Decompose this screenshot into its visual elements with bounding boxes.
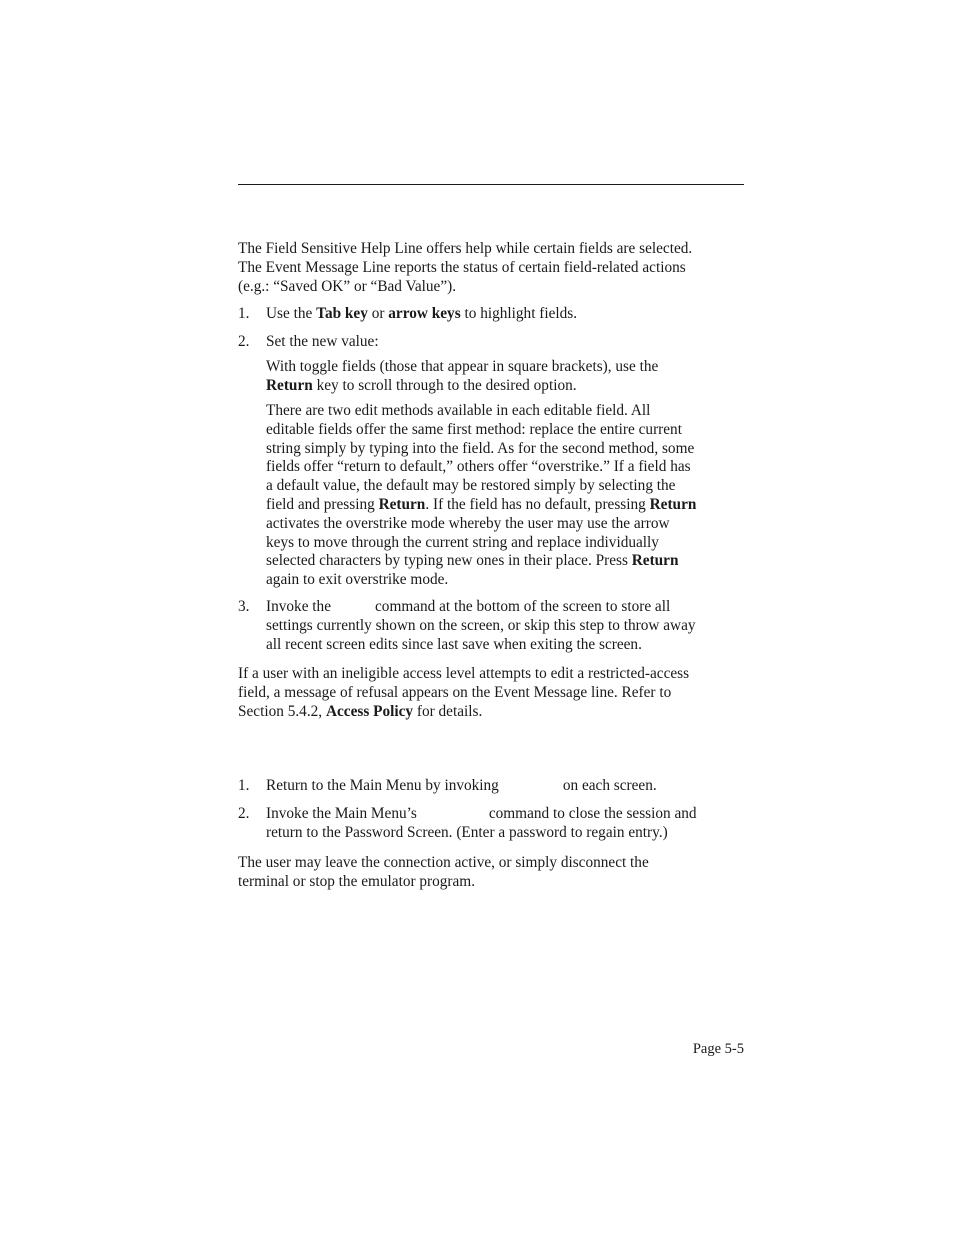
access-policy-reference: Access Policy — [325, 702, 414, 720]
para-text: Section 5.4.2, — [238, 702, 326, 720]
step-text: or — [367, 305, 389, 322]
step-text: Use the — [266, 305, 317, 322]
para-text: field and pressing — [266, 495, 379, 513]
para-line: field, a message of refusal appears on the Event Message line. Refer to — [238, 683, 672, 701]
header-rule — [238, 184, 744, 185]
page-number: Page 5-5 — [692, 1041, 744, 1057]
step-text: Invoke the — [266, 598, 331, 615]
para-line: editable fields offer the same first method: replace the entire current — [266, 420, 682, 438]
step-line: return to the Password Screen. (Enter a password to regain entry.) — [266, 823, 668, 841]
exit-step-1 — [238, 777, 744, 796]
para-line: fields offer “return to default,” others offer “overstrike.” If a field has — [266, 458, 691, 476]
para-line: activates the overstrike mode whereby the user may use the arrow — [266, 514, 670, 532]
step-text: on each screen. — [562, 777, 657, 794]
edit-step-1 — [238, 305, 744, 324]
return-key-term: Return — [266, 376, 313, 394]
closing-paragraph — [238, 854, 744, 892]
step-text: Set the new value: — [266, 333, 379, 350]
tab-key-term: Tab key — [316, 305, 368, 322]
intro-line: (e.g.: “Saved OK” or “Bad Value”). — [238, 277, 457, 295]
intro-paragraph — [238, 240, 744, 296]
para-line: again to exit overstrike mode. — [266, 571, 449, 589]
toggle-fields-paragraph — [266, 358, 744, 396]
edit-methods-paragraph — [266, 402, 744, 590]
para-line: There are two edit methods available in each editable field. All — [266, 402, 651, 419]
arrow-keys-term: arrow keys — [388, 305, 461, 322]
step-text: to highlight fields. — [460, 305, 578, 322]
para-line: string simply by typing into the field. As for the second method, some — [266, 439, 695, 457]
para-line: keys to move through the current string and replace individually — [266, 533, 659, 551]
intro-line: The Field Sensitive Help Line offers help while certain fields are selected. — [238, 240, 693, 257]
para-text: . If the field has no default, pressing — [425, 495, 650, 513]
para-line: a default value, the default may be restored simply by selecting the — [266, 477, 676, 495]
intro-line: The Event Message Line reports the status of certain field-related actions — [238, 258, 686, 276]
step-text: Invoke the Main Menu’s — [266, 805, 417, 822]
para-text: for details. — [413, 702, 483, 720]
para-line: terminal or stop the emulator program. — [238, 872, 476, 890]
step-number: 2. — [238, 805, 250, 822]
para-line: If a user with an ineligible access level attempts to edit a restricted-access — [238, 665, 690, 682]
step-line: settings currently shown on the screen, or skip this step to throw away — [266, 616, 696, 634]
step-text: command at the bottom of the screen to store all — [375, 598, 671, 615]
return-key-term: Return — [649, 495, 697, 513]
access-paragraph — [238, 665, 744, 721]
step-text: command to close the session and — [488, 805, 697, 822]
para-text: key to scroll through to the desired option. — [312, 376, 577, 394]
return-key-term: Return — [631, 552, 679, 570]
edit-step-3 — [238, 598, 744, 654]
edit-step-2 — [238, 333, 744, 352]
exit-step-2 — [238, 805, 744, 843]
step-text: Return to the Main Menu by invoking — [266, 777, 499, 794]
para-line: The user may leave the connection active, or simply disconnect the — [238, 854, 649, 871]
step-line: all recent screen edits since last save when exiting the screen. — [266, 635, 642, 653]
return-key-term: Return — [378, 495, 426, 513]
para-line: With toggle fields (those that appear in square brackets), use the — [266, 358, 659, 375]
step-number: 3. — [238, 598, 250, 615]
step-number: 2. — [238, 333, 250, 350]
step-number: 1. — [238, 305, 250, 322]
step-number: 1. — [238, 777, 250, 794]
para-text: selected characters by typing new ones in their place. Press — [266, 552, 632, 570]
